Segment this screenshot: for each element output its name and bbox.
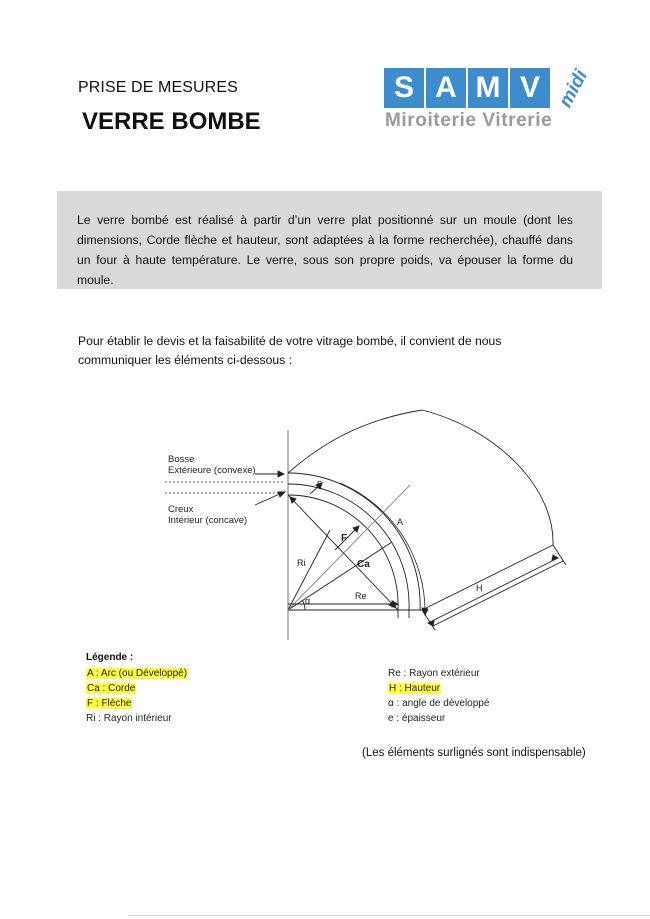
instruction-paragraph: Pour établir le devis et la faisabilité de votre vitrage bombé, il convient de nous communiquer les éléments ci-dessous : [78,334,502,367]
samv-logo [384,68,599,134]
logo-letter: V [510,68,550,108]
legend-text: F : Flèche [87,698,132,709]
legend-text: H : Hauteur [389,683,441,694]
legend-title: Légende : [86,652,134,663]
footer-divider [128,915,650,916]
legend-item [86,713,172,725]
bosse-label: Bosse [168,454,195,465]
legend-text: α : angle de développé [388,698,490,709]
legend-item [388,668,480,680]
logo-letters [384,68,552,108]
legend-text: Ri : Rayon intérieur [86,713,172,724]
ri-label: Ri [297,558,306,568]
creux-label: Creux [168,504,194,515]
logo-letter: A [426,68,466,108]
required-note: (Les éléments surlignés sont indispensable) [362,747,586,759]
e-label: e [317,478,323,488]
legend-item [86,668,188,680]
intro-text: Le verre bombé est réalisé à partir d’un verre plat positionné sur un moule (dont les dimensions, Corde flèche et hauteur, sont adaptées à la forme recherchée), chauffé dans un four à haute température. Le verre, sous son propre poids, va épouser la forme du moule. [77,213,573,287]
logo-midi: midi [555,66,592,111]
bosse-sub-label: Extérieure (convexe) [168,465,256,476]
intro-box [57,191,602,289]
legend-item [388,713,445,725]
page-subtitle: PRISE DE MESURES [78,79,238,96]
re-label: Re [355,591,367,601]
alpha-label: α [305,596,311,606]
logo-letter: S [384,68,424,108]
legend-item [388,698,489,710]
a-label: A [397,517,404,527]
legend-text: e : épaisseur [388,713,446,724]
creux-sub-label: Intérieur (concave) [168,515,248,526]
logo-subtitle: Miroiterie Vitrerie [385,110,553,131]
f-label: F [341,533,348,544]
page-title: VERRE BOMBE [82,108,261,135]
legend-item [388,683,441,695]
logo-letter: M [468,68,508,108]
legend-item [86,683,136,695]
legend-item [86,698,132,710]
ca-label: Ca [357,559,370,570]
legend-text: Ca : Corde [87,683,136,694]
h-label: H [476,583,483,593]
legend-text: A : Arc (ou Développé) [87,668,188,679]
legend-text: Re : Rayon extérieur [388,668,480,679]
